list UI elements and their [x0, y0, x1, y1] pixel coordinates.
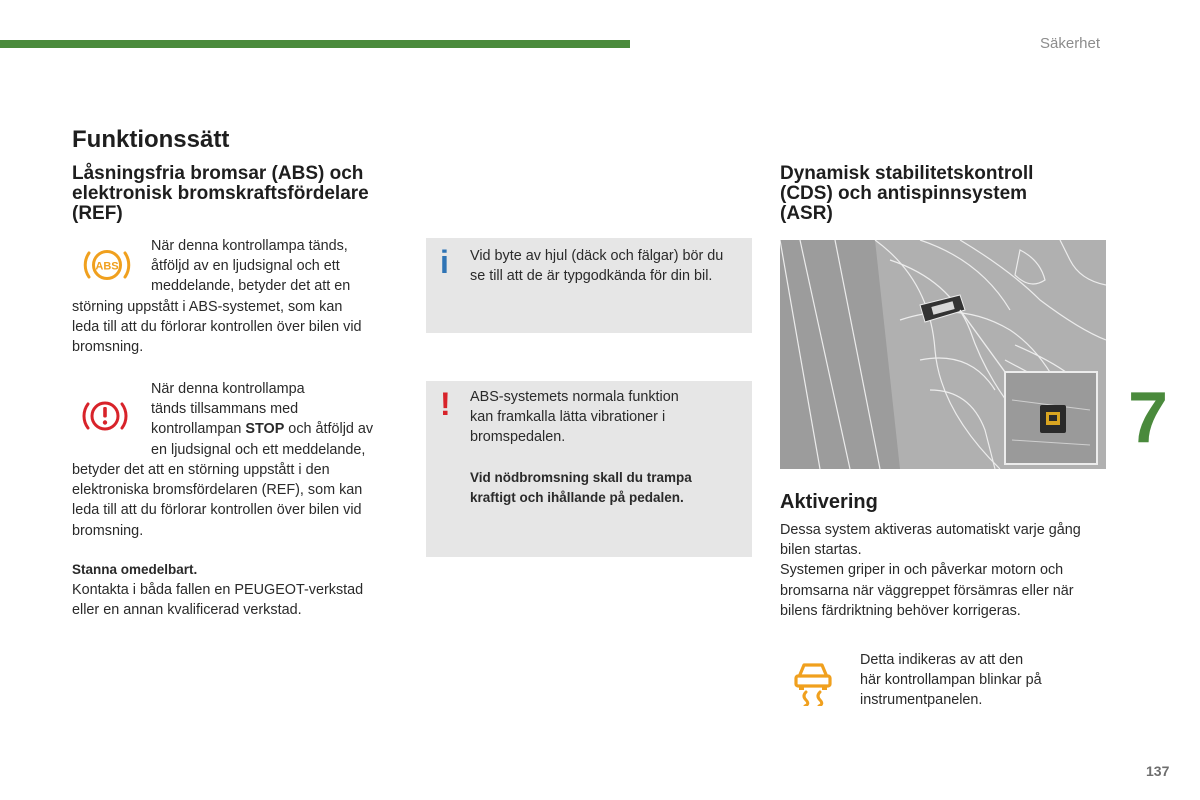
- indicator-text: [860, 650, 1042, 711]
- text-line: leda till att du förlorar kontrollen över bilen vid: [72, 502, 362, 519]
- abs-heading-line: (REF): [72, 203, 123, 224]
- esp-skid-icon: [788, 656, 838, 706]
- text-line: Vid byte av hjul (däck och fälgar) bör du: [470, 248, 724, 264]
- info-icon: i: [440, 244, 449, 280]
- abs-heading: [72, 164, 369, 224]
- dashboard-switch-illustration: [780, 240, 1106, 469]
- text-line: en ljudsignal och ett meddelande,: [151, 441, 366, 458]
- warning-note-box: [426, 381, 752, 557]
- page-number: 137: [1146, 763, 1170, 779]
- stop-instruction: [72, 560, 363, 621]
- text-line: bilen startas.: [780, 542, 862, 559]
- text-line: elektroniska bromsfördelaren (REF), som kan: [72, 482, 363, 499]
- text-line: bromsning.: [72, 522, 144, 539]
- text-line-stop: [151, 419, 373, 439]
- dashboard-drawing: [780, 240, 1106, 469]
- activation-text: [780, 520, 1081, 621]
- text-fragment: och åtföljd av: [284, 421, 374, 438]
- ref-paragraph-indented: [151, 379, 373, 460]
- text-line: se till att de är typgodkända för din bil.: [470, 268, 713, 285]
- text-line: betyder det att en störning uppstått i den: [72, 462, 330, 478]
- text-line: tänds tillsammans med: [151, 401, 299, 418]
- info-note-box: [426, 238, 752, 333]
- text-line: eller en annan kvalificerad verkstad.: [72, 602, 302, 619]
- page-title: Funktionssätt: [72, 126, 230, 153]
- text-line: bromsarna när väggreppet försämras eller när: [780, 582, 1074, 599]
- abs-warning-icon: [80, 240, 134, 290]
- text-line: bromspedalen.: [470, 429, 566, 446]
- text-line: störning uppstått i ABS-systemet, som kan: [72, 299, 343, 315]
- text-fragment: kontrollampan: [151, 421, 246, 438]
- abs-paragraph: [72, 297, 362, 358]
- text-line: När denna kontrollampa tänds,: [151, 238, 348, 254]
- ref-paragraph: [72, 460, 362, 541]
- warning-note-bold: [470, 468, 692, 508]
- text-line: Systemen griper in och påverkar motorn och: [780, 562, 1064, 579]
- warning-note-text: [470, 387, 679, 448]
- top-accent-bar: [0, 40, 630, 48]
- text-line: åtföljd av en ljudsignal och ett: [151, 258, 340, 275]
- info-note-text: [470, 246, 723, 286]
- warning-icon: !: [440, 386, 451, 422]
- stop-heading: Stanna omedelbart.: [72, 562, 198, 577]
- activation-heading: Aktivering: [780, 491, 878, 513]
- text-line: När denna kontrollampa: [151, 381, 305, 397]
- abs-paragraph-indented: [151, 236, 350, 297]
- text-line: kan framkalla lätta vibrationer i: [470, 409, 666, 426]
- text-line: Vid nödbromsning skall du trampa: [470, 470, 692, 485]
- text-line: meddelande, betyder det att en: [151, 278, 351, 295]
- section-label: Säkerhet: [1040, 35, 1101, 52]
- text-line: ABS-systemets normala funktion: [470, 389, 679, 405]
- text-line: leda till att du förlorar kontrollen över bilen vid: [72, 319, 362, 336]
- text-line: bromsning.: [72, 339, 144, 356]
- text-line: Detta indikeras av att den: [860, 652, 1024, 668]
- stop-word: STOP: [245, 421, 285, 438]
- text-line: instrumentpanelen.: [860, 692, 983, 709]
- abs-icon-label: ABS: [95, 260, 119, 273]
- text-line: Dessa system aktiveras automatiskt varje gång: [780, 522, 1081, 538]
- text-line: här kontrollampan blinkar på: [860, 672, 1042, 689]
- abs-heading-line: Låsningsfria bromsar (ABS) och: [72, 163, 364, 184]
- chapter-number: 7: [1128, 378, 1169, 458]
- cds-heading-line: (CDS) och antispinnsystem: [780, 183, 1028, 204]
- cds-heading-line: (ASR): [780, 203, 833, 224]
- cds-heading-line: Dynamisk stabilitetskontroll: [780, 163, 1034, 184]
- cds-asr-heading: [780, 164, 1033, 224]
- text-line: bilens färdriktning behöver korrigeras.: [780, 602, 1021, 619]
- abs-heading-line: elektronisk bromskraftsfördelare: [72, 183, 369, 204]
- text-line: Kontakta i båda fallen en PEUGEOT-verkstad: [72, 582, 364, 599]
- brake-warning-icon: [80, 393, 130, 439]
- text-line: kraftigt och ihållande på pedalen.: [470, 490, 684, 506]
